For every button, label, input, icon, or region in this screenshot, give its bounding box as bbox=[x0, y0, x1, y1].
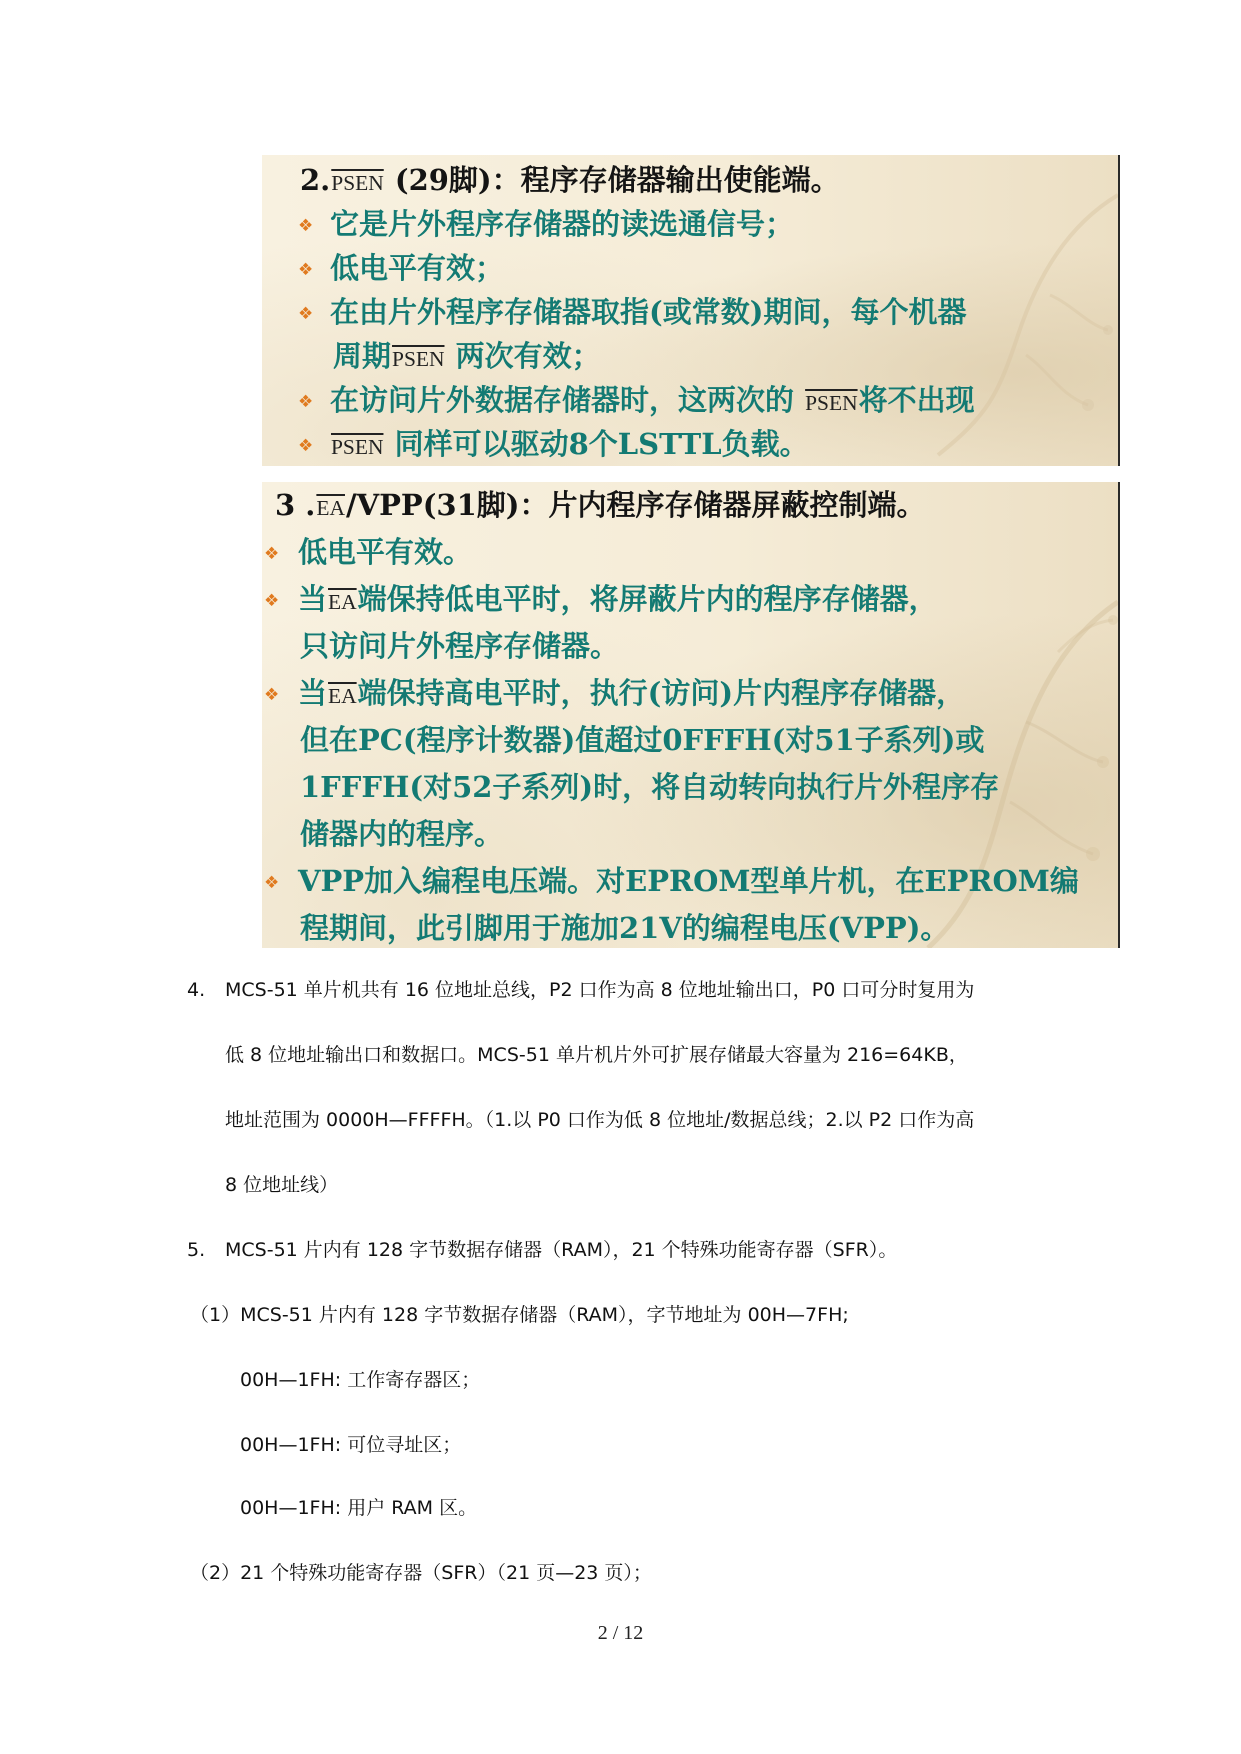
overlined-signal-name: PSEN bbox=[392, 347, 445, 371]
diamond-bullet-icon bbox=[298, 204, 330, 246]
diamond-bullet-icon bbox=[264, 672, 298, 717]
slide-text: 周期 bbox=[333, 339, 392, 373]
slide-text: VPP加入编程电压端。对EPROM型单片机，在EPROM编 bbox=[298, 864, 1079, 898]
slide-bullet-item bbox=[262, 576, 1118, 623]
paragraph-line: MCS-51 片内有 128 字节数据存储器（RAM），21 个特殊功能寄存器（SFR）。 bbox=[225, 1239, 898, 1261]
slide-image-psen bbox=[262, 155, 1120, 466]
slide-continuation-line bbox=[262, 811, 1118, 858]
slide-bullet-item bbox=[262, 529, 1118, 576]
overlined-signal-name: $\overline{EA}$ bbox=[328, 684, 357, 708]
slide-text: 储器内的程序。 bbox=[300, 817, 504, 851]
slide-text: 2. bbox=[300, 163, 331, 197]
slide-text: 两次有效； bbox=[445, 339, 601, 373]
diamond-bullet-icon bbox=[298, 248, 330, 290]
slide-continuation-line bbox=[262, 334, 1118, 378]
list-number: 4. bbox=[187, 979, 206, 1001]
address-range-line: 00H—1FH: 用户 RAM 区。 bbox=[240, 1497, 478, 1519]
diamond-bullet-icon bbox=[264, 531, 298, 576]
slide-text: 3 . bbox=[275, 488, 316, 522]
slide-text: /VPP(31脚)：片内程序存储器屏蔽控制端。 bbox=[345, 488, 926, 522]
diamond-bullet-icon bbox=[298, 380, 330, 422]
slide-text: 当 bbox=[298, 582, 328, 616]
slide-text: 当 bbox=[298, 676, 328, 710]
slide-continuation-line bbox=[262, 623, 1118, 670]
slide-bullet-item bbox=[262, 246, 1118, 290]
slide-bullet-item bbox=[262, 858, 1118, 905]
overlined-signal-name: PSEN bbox=[331, 171, 384, 195]
slide-text: 在由片外程序存储器取指(或常数)期间，每个机器 bbox=[330, 295, 967, 329]
paragraph-line: 8 位地址线） bbox=[225, 1174, 339, 1196]
diamond-bullet-icon bbox=[264, 578, 298, 623]
address-range-line: 00H—1FH: 可位寻址区； bbox=[240, 1434, 462, 1456]
slide-bullet-item bbox=[262, 290, 1118, 334]
slide-bullet-item bbox=[262, 422, 1118, 466]
slide-text: 同样可以驱动8个LSTTL负载。 bbox=[384, 427, 809, 461]
slide-text: (29脚)：程序存储器输出使能端。 bbox=[384, 163, 840, 197]
sub-item-number: （2） bbox=[190, 1562, 241, 1584]
overlined-signal-name: $\overline{EA}$ bbox=[328, 590, 357, 614]
sub-item-text: 21 个特殊功能寄存器（SFR）（21 页—23 页）； bbox=[240, 1562, 652, 1584]
slide-bullet-item bbox=[262, 670, 1118, 717]
slide-text: 在访问片外数据存储器时，这两次的 bbox=[330, 383, 805, 417]
slide-text: 低电平有效； bbox=[330, 251, 505, 285]
sub-item-text: MCS-51 片内有 128 字节数据存储器（RAM），字节地址为 00H—7FH; bbox=[240, 1304, 849, 1326]
overlined-signal-name: PSEN bbox=[805, 391, 858, 415]
paragraph-line: 低 8 位地址输出口和数据口。MCS-51 单片机片外可扩展存储最大容量为 216=64KB， bbox=[225, 1044, 968, 1066]
overlined-signal-name: $\overline{EA}$ bbox=[316, 496, 345, 520]
slide-bullet-item bbox=[262, 202, 1118, 246]
slide-text: 它是片外程序存储器的读选通信号； bbox=[330, 207, 795, 241]
diamond-bullet-icon bbox=[298, 424, 330, 466]
slide-bullet-item bbox=[262, 378, 1118, 422]
slide-text: 将不出现 bbox=[858, 383, 975, 417]
slide-text-block bbox=[262, 158, 1118, 466]
paragraph-line: 地址范围为 0000H—FFFFH。（1.以 P0 口作为低 8 位地址/数据总线；2.以 P2 口作为高 bbox=[225, 1109, 975, 1131]
slide-text: 1FFFH(对52子系列)时，将自动转向执行片外程序存 bbox=[300, 770, 1000, 804]
list-number: 5. bbox=[187, 1239, 206, 1261]
diamond-bullet-icon bbox=[298, 292, 330, 334]
slide-title bbox=[262, 158, 1118, 202]
slide-continuation-line bbox=[262, 717, 1118, 764]
slide-text: 只访问片外程序存储器。 bbox=[300, 629, 620, 663]
address-range-line: 00H—1FH: 工作寄存器区； bbox=[240, 1369, 481, 1391]
slide-continuation-line bbox=[262, 905, 1118, 948]
paragraph-line: MCS-51 单片机共有 16 位地址总线，P2 口作为高 8 位地址输出口，P0 口可分时复用为 bbox=[225, 979, 975, 1001]
page-number: 2 / 12 bbox=[597, 1622, 644, 1644]
slide-image-ea-vpp bbox=[262, 482, 1120, 948]
slide-text: 端保持低电平时，将屏蔽片内的程序存储器， bbox=[357, 582, 938, 616]
slide-text: 程期间，此引脚用于施加21V的编程电压(VPP)。 bbox=[300, 911, 950, 945]
slide-text: 低电平有效。 bbox=[298, 535, 473, 569]
diamond-bullet-icon bbox=[264, 860, 298, 905]
slide-continuation-line bbox=[262, 764, 1118, 811]
sub-item-number: （1） bbox=[190, 1304, 241, 1326]
slide-text: 但在PC(程序计数器)值超过0FFFH(对51子系列)或 bbox=[300, 723, 985, 757]
slide-title bbox=[262, 482, 1118, 529]
sub-item-1 bbox=[190, 1301, 849, 1329]
slide-text-block bbox=[262, 482, 1118, 948]
slide-text: 端保持高电平时，执行(访问)片内程序存储器， bbox=[357, 676, 966, 710]
overlined-signal-name: PSEN bbox=[331, 435, 384, 459]
sub-item-2 bbox=[190, 1559, 652, 1587]
